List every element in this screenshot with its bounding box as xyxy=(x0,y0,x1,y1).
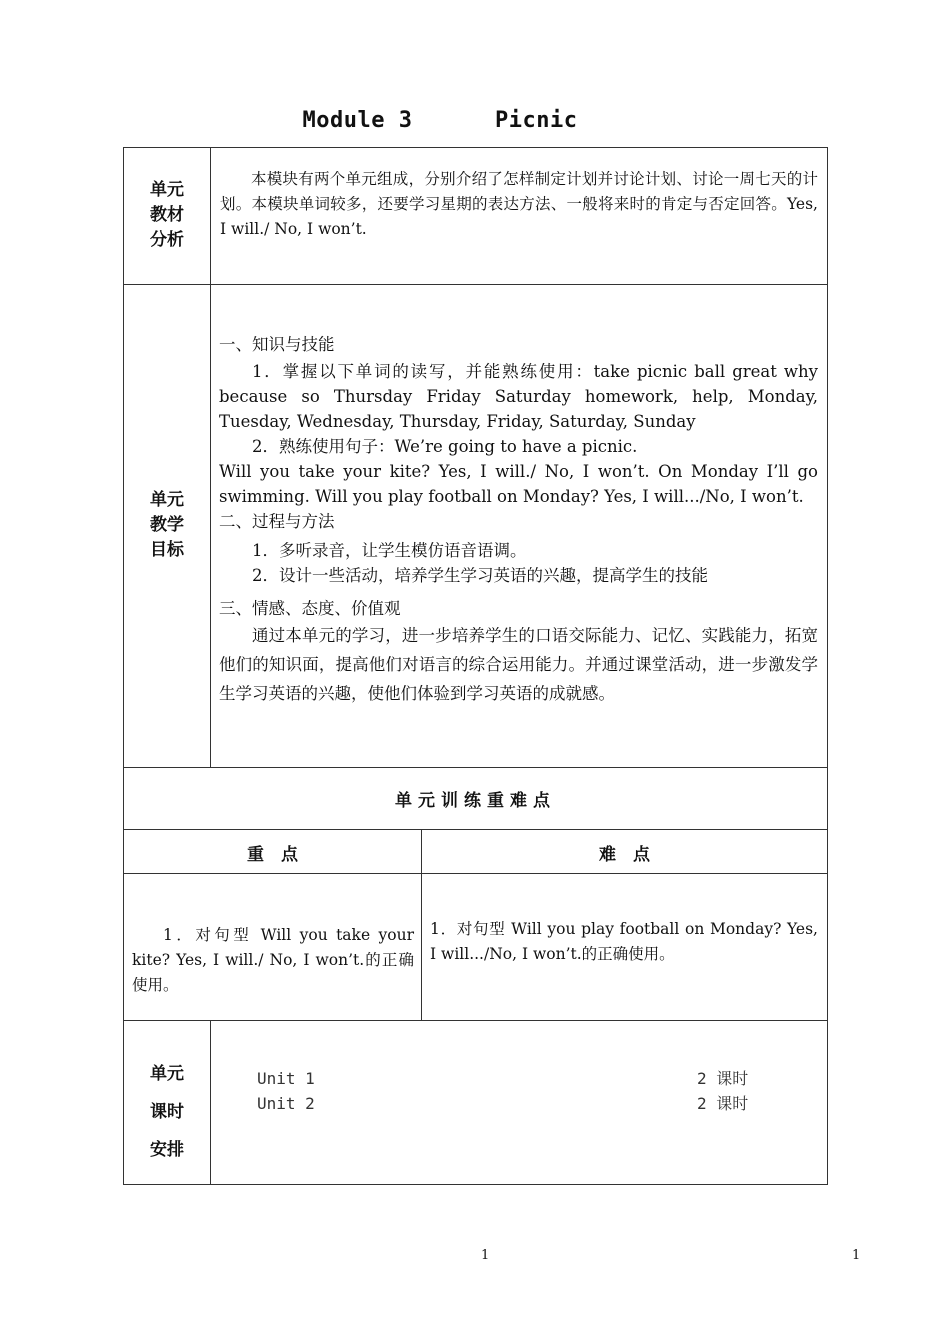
goals-label: 单元 教学 目标 xyxy=(150,490,184,560)
goals-process-2: 2．设计一些活动，培养学生学习英语的兴趣，提高学生的技能 xyxy=(252,566,708,585)
key-points-title: 单元训练重难点 xyxy=(395,791,556,811)
focus-header: 重 点 xyxy=(247,845,298,865)
focus-text: 1．对句型 Will you take your kite? Yes, I will./ No, I won’t.的正确使用。 xyxy=(132,926,414,994)
page-number-right: 1 xyxy=(852,1248,861,1263)
goals-heading-attitude: 三、情感、态度、价值观 xyxy=(219,599,401,618)
schedule-hours xyxy=(697,1066,748,1116)
goals-content xyxy=(219,332,818,708)
schedule-row xyxy=(257,1066,315,1116)
goals-attitude: 通过本单元的学习，进一步培养学生的口语交际能力、记忆、实践能力，拓宽他们的知识面，提高他们对语言的综合运用能力。并通过课堂活动，进一步激发学生学习英语的兴趣，使他们体验到学习英语的成就感。 xyxy=(219,626,818,703)
schedule-hours-2: 2 课时 xyxy=(697,1094,749,1113)
analysis-label: 单元 教材 分析 xyxy=(150,180,184,250)
goals-process-1: 1．多听录音，让学生模仿语音语调。 xyxy=(252,541,527,560)
page-number-center: 1 xyxy=(481,1248,490,1263)
schedule-hours-1: 2 课时 xyxy=(697,1069,749,1088)
analysis-text: 本模块有两个单元组成，分别介绍了怎样制定计划并讨论计划、讨论一周七天的计划。本模块单词较多，还要学习星期的表达方法、一般将来时的肯定与否定回答。Yes, I will./ No, I won’t. xyxy=(220,170,818,238)
page-title: Module 3 Picnic xyxy=(302,108,578,133)
schedule-unit-2: Unit 2 xyxy=(257,1094,315,1113)
goals-sentences: Will you take your kite? Yes, I will./ No, I won’t. On Monday I’ll go swimming. Will you play football on Monday? Yes, I will.../No, I won’t. xyxy=(219,462,818,506)
goals-heading-knowledge: 一、知识与技能 xyxy=(219,335,335,354)
goals-sentence-intro: 2．熟练使用句子：We’re going to have a picnic. xyxy=(252,437,638,456)
schedule-label: 单元 课时 安排 xyxy=(150,1064,184,1160)
schedule-unit-1: Unit 1 xyxy=(257,1069,315,1088)
difficulty-header: 难 点 xyxy=(599,845,650,865)
goals-vocab: 1．掌握以下单词的读写，并能熟练使用：take picnic ball great why because so Thursday Friday Saturday homework, help, Monday, Tuesday, Wednesday, Thursday, Friday, Saturday, Sunday xyxy=(219,362,818,431)
goals-heading-process: 二、过程与方法 xyxy=(219,512,335,531)
difficulty-text: 1．对句型 Will you play football on Monday? Yes, I will.../No, I won’t.的正确使用。 xyxy=(430,920,818,963)
